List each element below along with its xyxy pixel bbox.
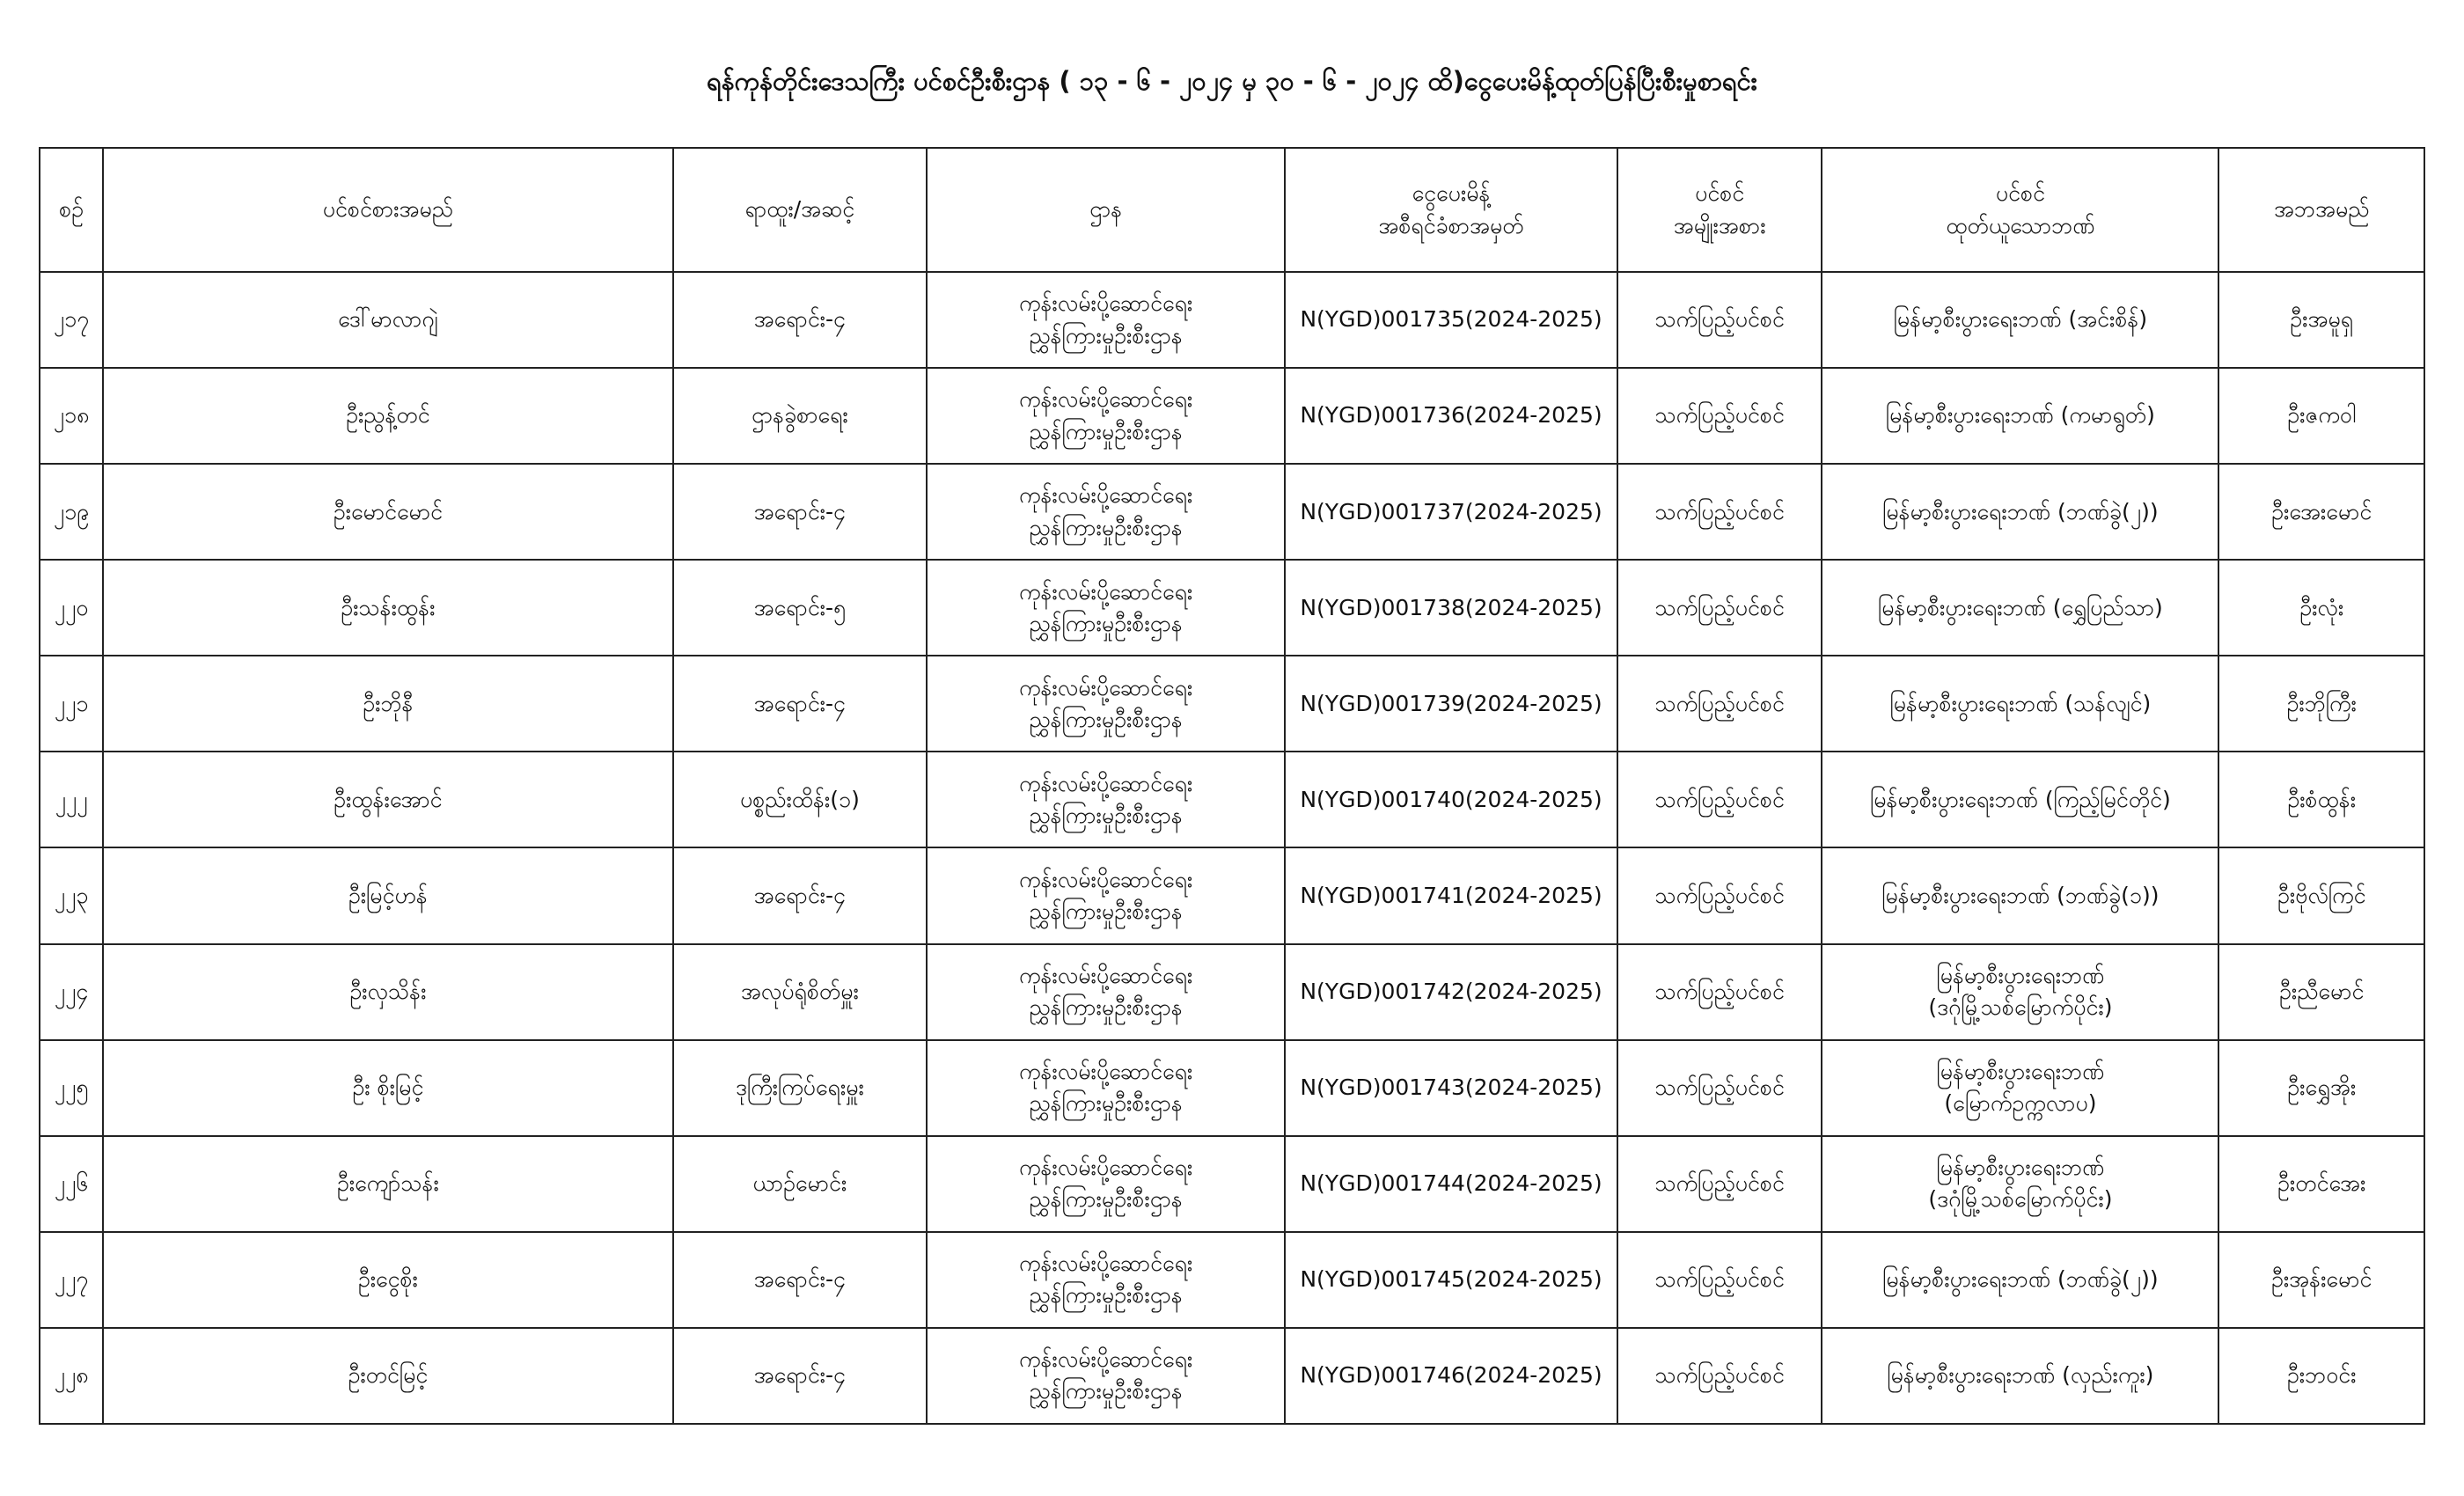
payment-order-cell: N(YGD)001745(2024-2025) [1285,1232,1617,1328]
rank-cell: အရောင်း-၄ [673,1232,928,1328]
pensioner-name-cell: ဒေါ်မာလာဂျဲ [103,272,672,368]
payment-order-cell: N(YGD)001738(2024-2025) [1285,560,1617,656]
pensioner-name-cell: ဦးငွေစိုး [103,1232,672,1328]
serial-cell: ၂၁၈ [40,368,103,464]
serial-cell: ၂၂၆ [40,1136,103,1232]
table-row [40,1328,2424,1424]
payment-order-cell: N(YGD)001743(2024-2025) [1285,1040,1617,1136]
table-row [40,560,2424,656]
serial-cell: ၂၁၇ [40,272,103,368]
header-payment-order-no: ငွေပေးမိန့် အစီရင်ခံစာအမှတ် [1285,148,1617,272]
father-name-cell: ဦးညီမောင် [2218,944,2424,1040]
father-name-cell: ဦးလုံး [2218,560,2424,656]
pension-payment-table [39,147,2425,1425]
father-name-cell: ဦးဇကဝါ [2218,368,2424,464]
father-name-cell: ဦးဘဝင်း [2218,1328,2424,1424]
department-cell: ကုန်းလမ်းပို့ဆောင်ရေး ညွှန်ကြားမှုဦးစီးဌာန [927,1040,1285,1136]
table-body [40,272,2424,1424]
payment-order-cell: N(YGD)001735(2024-2025) [1285,272,1617,368]
rank-cell: အရောင်း-၄ [673,464,928,560]
department-cell: ကုန်းလမ်းပို့ဆောင်ရေး ညွှန်ကြားမှုဦးစီးဌာန [927,1232,1285,1328]
table-row [40,464,2424,560]
payment-order-cell: N(YGD)001742(2024-2025) [1285,944,1617,1040]
department-cell: ကုန်းလမ်းပို့ဆောင်ရေး ညွှန်ကြားမှုဦးစီးဌာန [927,752,1285,847]
paying-bank-cell: မြန်မာ့စီးပွားရေးဘဏ် (ဒဂုံမြို့သစ်မြောက်ပိုင်း) [1822,944,2218,1040]
paying-bank-cell: မြန်မာ့စီးပွားရေးဘဏ် (မြောက်ဥက္ကလာပ) [1822,1040,2218,1136]
rank-cell: ဌာနခွဲစာရေး [673,368,928,464]
father-name-cell: ဦးစံထွန်း [2218,752,2424,847]
paying-bank-cell: မြန်မာ့စီးပွားရေးဘဏ် (ဘဏ်ခွဲ(၂)) [1822,1232,2218,1328]
pension-type-cell: သက်ပြည့်ပင်စင် [1617,368,1822,464]
serial-cell: ၂၂၈ [40,1328,103,1424]
pension-type-cell: သက်ပြည့်ပင်စင် [1617,272,1822,368]
department-cell: ကုန်းလမ်းပို့ဆောင်ရေး ညွှန်ကြားမှုဦးစီးဌာန [927,656,1285,752]
table-row [40,1040,2424,1136]
rank-cell: အရောင်း-၅ [673,560,928,656]
father-name-cell: ဦးဘိုကြီး [2218,656,2424,752]
serial-cell: ၂၂၂ [40,752,103,847]
table-row [40,847,2424,943]
father-name-cell: ဦးဗိုလ်ကြင် [2218,847,2424,943]
rank-cell: အရောင်း-၄ [673,847,928,943]
pensioner-name-cell: ဦးမောင်မောင် [103,464,672,560]
pensioner-name-cell: ဦး စိုးမြင့် [103,1040,672,1136]
payment-order-cell: N(YGD)001746(2024-2025) [1285,1328,1617,1424]
paying-bank-cell: မြန်မာ့စီးပွားရေးဘဏ် (ဘဏ်ခွဲ(၁)) [1822,847,2218,943]
payment-order-cell: N(YGD)001739(2024-2025) [1285,656,1617,752]
department-cell: ကုန်းလမ်းပို့ဆောင်ရေး ညွှန်ကြားမှုဦးစီးဌာန [927,560,1285,656]
pensioner-name-cell: ဦးတင်မြင့် [103,1328,672,1424]
serial-cell: ၂၂၅ [40,1040,103,1136]
rank-cell: အလုပ်ရုံစိတ်မှူး [673,944,928,1040]
table-header-row [40,148,2424,272]
paying-bank-cell: မြန်မာ့စီးပွားရေးဘဏ် (ဘဏ်ခွဲ(၂)) [1822,464,2218,560]
header-rank: ရာထူး/အဆင့် [673,148,928,272]
department-cell: ကုန်းလမ်းပို့ဆောင်ရေး ညွှန်ကြားမှုဦးစီးဌာန [927,464,1285,560]
table-row [40,368,2424,464]
header-department: ဌာန [927,148,1285,272]
pensioner-name-cell: ဦးလှသိန်း [103,944,672,1040]
department-cell: ကုန်းလမ်းပို့ဆောင်ရေး ညွှန်ကြားမှုဦးစီးဌာန [927,1328,1285,1424]
header-pension-type: ပင်စင် အမျိုးအစား [1617,148,1822,272]
rank-cell: ပစ္စည်းထိန်း(၁) [673,752,928,847]
pension-type-cell: သက်ပြည့်ပင်စင် [1617,1040,1822,1136]
father-name-cell: ဦးတင်အေး [2218,1136,2424,1232]
rank-cell: အရောင်း-၄ [673,656,928,752]
pension-type-cell: သက်ပြည့်ပင်စင် [1617,847,1822,943]
header-serial: စဉ် [40,148,103,272]
pension-type-cell: သက်ပြည့်ပင်စင် [1617,752,1822,847]
pension-type-cell: သက်ပြည့်ပင်စင် [1617,944,1822,1040]
table-row [40,752,2424,847]
father-name-cell: ဦးရွှေအိုး [2218,1040,2424,1136]
table-row [40,272,2424,368]
header-paying-bank: ပင်စင် ထုတ်ယူသောဘဏ် [1822,148,2218,272]
header-pensioner-name: ပင်စင်စားအမည် [103,148,672,272]
pensioner-name-cell: ဦးကျော်သန်း [103,1136,672,1232]
paying-bank-cell: မြန်မာ့စီးပွားရေးဘဏ် (ရွှေပြည်သာ) [1822,560,2218,656]
header-father-name: အဘအမည် [2218,148,2424,272]
table-row [40,944,2424,1040]
pension-type-cell: သက်ပြည့်ပင်စင် [1617,464,1822,560]
father-name-cell: ဦးအုန်းမောင် [2218,1232,2424,1328]
father-name-cell: ဦးအေးမောင် [2218,464,2424,560]
pensioner-name-cell: ဦးသန်းထွန်း [103,560,672,656]
serial-cell: ၂၂၇ [40,1232,103,1328]
pensioner-name-cell: ဦးညွန့်တင် [103,368,672,464]
pensioner-name-cell: ဦးဘိုနီ [103,656,672,752]
payment-order-cell: N(YGD)001741(2024-2025) [1285,847,1617,943]
pension-type-cell: သက်ပြည့်ပင်စင် [1617,1232,1822,1328]
department-cell: ကုန်းလမ်းပို့ဆောင်ရေး ညွှန်ကြားမှုဦးစီးဌာန [927,272,1285,368]
pension-type-cell: သက်ပြည့်ပင်စင် [1617,1136,1822,1232]
paying-bank-cell: မြန်မာ့စီးပွားရေးဘဏ် (ကြည့်မြင်တိုင်) [1822,752,2218,847]
rank-cell: အရောင်း-၄ [673,1328,928,1424]
page-title: ရန်ကုန်တိုင်းဒေသကြီး ပင်စင်ဦးစီးဌာန ( ၁၃ - ၆ - ၂၀၂၄ မှ ၃၀ - ၆ - ၂၀၂၄ ထိ)ငွေပေးမိန့်ထုတ်ပြန်ပြီးစီးမှုစာရင်း [706,66,1758,96]
rank-cell: ဒုကြီးကြပ်ရေးမှူး [673,1040,928,1136]
serial-cell: ၂၂၃ [40,847,103,943]
department-cell: ကုန်းလမ်းပို့ဆောင်ရေး ညွှန်ကြားမှုဦးစီးဌာန [927,847,1285,943]
serial-cell: ၂၂၄ [40,944,103,1040]
paying-bank-cell: မြန်မာ့စီးပွားရေးဘဏ် (ကမာရွတ်) [1822,368,2218,464]
pension-type-cell: သက်ပြည့်ပင်စင် [1617,656,1822,752]
pension-type-cell: သက်ပြည့်ပင်စင် [1617,1328,1822,1424]
payment-order-cell: N(YGD)001737(2024-2025) [1285,464,1617,560]
pension-type-cell: သက်ပြည့်ပင်စင် [1617,560,1822,656]
serial-cell: ၂၁၉ [40,464,103,560]
department-cell: ကုန်းလမ်းပို့ဆောင်ရေး ညွှန်ကြားမှုဦးစီးဌာန [927,944,1285,1040]
paying-bank-cell: မြန်မာ့စီးပွားရေးဘဏ် (လှည်းကူး) [1822,1328,2218,1424]
pensioner-name-cell: ဦးမြင့်ဟန် [103,847,672,943]
father-name-cell: ဦးအမူရှ [2218,272,2424,368]
paying-bank-cell: မြန်မာ့စီးပွားရေးဘဏ် (သန်လျင်) [1822,656,2218,752]
payment-order-cell: N(YGD)001736(2024-2025) [1285,368,1617,464]
department-cell: ကုန်းလမ်းပို့ဆောင်ရေး ညွှန်ကြားမှုဦးစီးဌာန [927,368,1285,464]
rank-cell: အရောင်း-၄ [673,272,928,368]
table-row [40,656,2424,752]
rank-cell: ယာဉ်မောင်း [673,1136,928,1232]
serial-cell: ၂၂၁ [40,656,103,752]
serial-cell: ၂၂၀ [40,560,103,656]
pensioner-name-cell: ဦးထွန်းအောင် [103,752,672,847]
paying-bank-cell: မြန်မာ့စီးပွားရေးဘဏ် (အင်းစိန်) [1822,272,2218,368]
paying-bank-cell: မြန်မာ့စီးပွားရေးဘဏ် (ဒဂုံမြို့သစ်မြောက်ပိုင်း) [1822,1136,2218,1232]
payment-order-cell: N(YGD)001744(2024-2025) [1285,1136,1617,1232]
table-row [40,1232,2424,1328]
table-row [40,1136,2424,1232]
payment-order-cell: N(YGD)001740(2024-2025) [1285,752,1617,847]
department-cell: ကုန်းလမ်းပို့ဆောင်ရေး ညွှန်ကြားမှုဦးစီးဌာန [927,1136,1285,1232]
